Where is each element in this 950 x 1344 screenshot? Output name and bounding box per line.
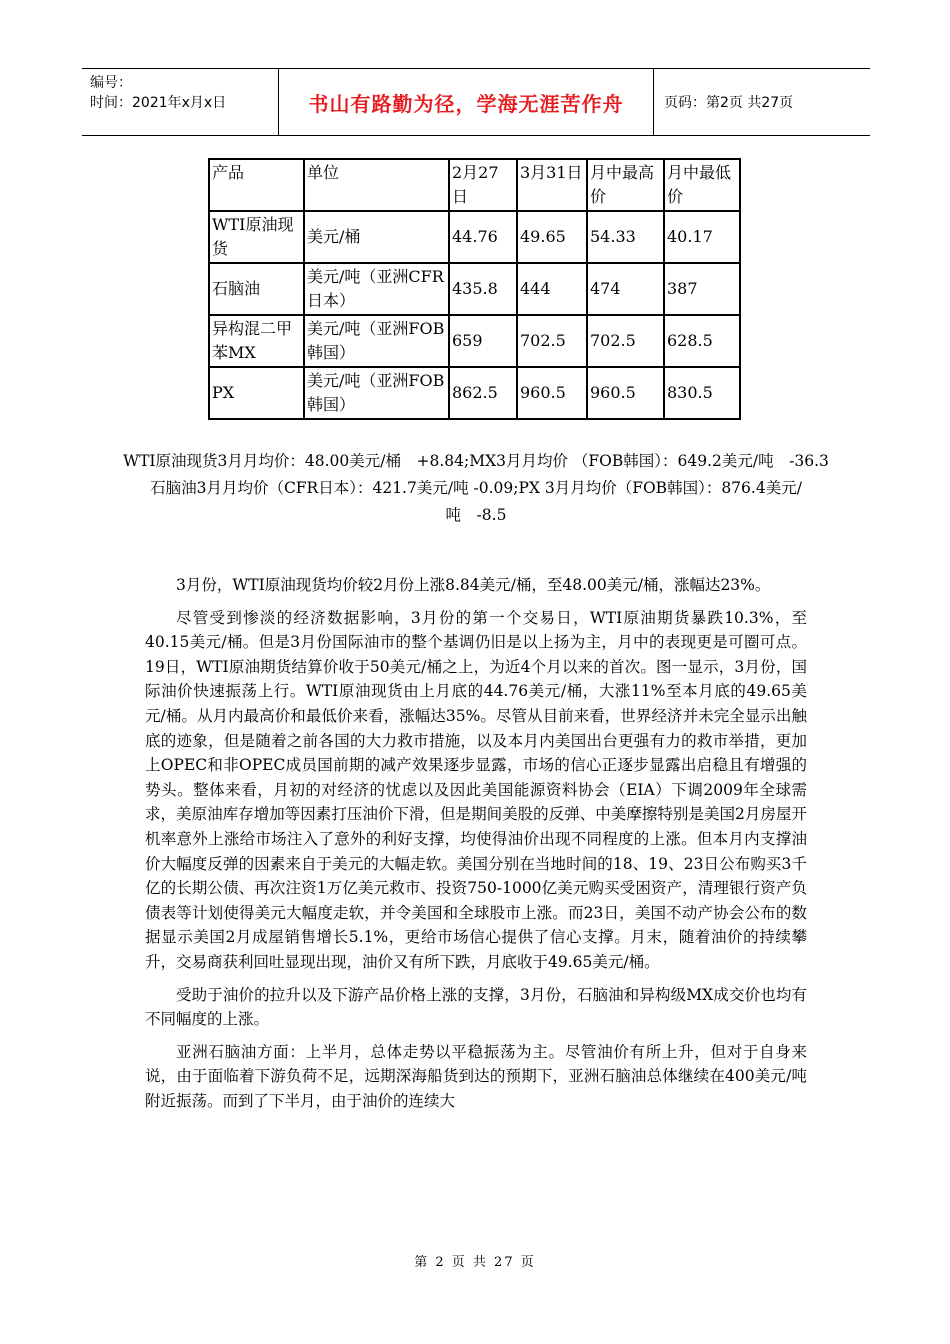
table-cell: 702.5 [587,315,664,367]
summary-line: 石脑油3月月均价（CFR日本）：421.7美元/吨 -0.09;PX 3月月均价（FOB韩国）：876.4美元/吨 -8.5 [150,479,802,524]
paragraph: 受助于油价的拉升以及下游产品价格上涨的支撑，3月份，石脑油和异构级MX成交价也均有不同幅度的上涨。 [145,985,807,1029]
table-row [209,263,740,315]
column-header: 2月27日 [449,159,517,211]
page-footer: 第 2 页 共 27 页 [414,1255,536,1270]
table-cell: 659 [449,315,517,367]
table-cell: 830.5 [664,367,740,419]
table-cell: 444 [517,263,587,315]
table-row [209,211,740,263]
table-cell: 美元/桶 [304,211,449,263]
table-cell: 54.33 [587,211,664,263]
page-info: 页码：第2页 共27页 [664,95,794,111]
table-cell: 435.8 [449,263,517,315]
table-cell: WTI原油现货 [209,211,304,263]
paragraph: 3月份，WTI原油现货均价较2月份上涨8.84美元/桶，至48.00美元/桶，涨幅达23%。 [176,576,771,594]
paragraph: 亚洲石脑油方面：上半月，总体走势以平稳振荡为主。尽管油价有所上升，但对于自身来说，由于面临着下游负荷不足，远期深海船货到达的预期下，亚洲石脑油总体继续在400美元/吨附近振荡。而到了下半月，由于油价的连续大 [145,1042,807,1110]
table-cell: 44.76 [449,211,517,263]
table-cell: 49.65 [517,211,587,263]
table-cell: 美元/吨（亚洲FOB韩国） [304,315,449,367]
table-cell: PX [209,367,304,419]
table-row [209,315,740,367]
table-cell: 474 [587,263,664,315]
motto-banner: 书山有路勤为径，学海无涯苦作舟 [278,69,654,135]
table-cell: 美元/吨（亚洲CFR日本） [304,263,449,315]
page-header [82,68,870,136]
header-meta [90,73,276,113]
table-cell: 40.17 [664,211,740,263]
table-cell: 628.5 [664,315,740,367]
price-table [208,158,741,420]
date-label: 时间：2021年x月x日 [90,95,227,111]
table-cell: 异构混二甲苯MX [209,315,304,367]
table-cell: 960.5 [517,367,587,419]
table-header-row [209,159,740,211]
column-header: 3月31日 [517,159,587,211]
column-header: 月中最高价 [587,159,664,211]
table-cell: 862.5 [449,367,517,419]
column-header: 单位 [304,159,449,211]
table-row [209,367,740,419]
table-cell: 387 [664,263,740,315]
table-cell: 石脑油 [209,263,304,315]
serial-number-label: 编号： [90,75,132,91]
table-cell: 960.5 [587,367,664,419]
monthly-average-summary [120,448,832,529]
article-body [145,573,807,1121]
table-cell: 美元/吨（亚洲FOB韩国） [304,367,449,419]
column-header: 月中最低价 [664,159,740,211]
column-header: 产品 [209,159,304,211]
table-cell: 702.5 [517,315,587,367]
summary-line: WTI原油现货3月月均价：48.00美元/桶 +8.84;MX3月月均价 （FOB韩国）：649.2美元/吨 -36.3 [123,452,829,470]
paragraph: 尽管受到惨淡的经济数据影响，3月份的第一个交易日，WTI原油期货暴跌10.3%，至40.15美元/桶。但是3月份国际油市的整个基调仍旧是以上扬为主，月中的表现更是可圈可点。19日，WTI原油期货结算价收于50美元/桶之上，为近4个月以来的首次。图一显示，3月份，国际油价快速振荡上行。WTI原油现货由上月底的44.76美元/桶，大涨11%至本月底的49.65美元/桶。从月内最高价和最低价来看，涨幅达35%。尽管从目前来看，世界经济并未完全显示出触底的迹象，但是随着之前各国的大力救市措施，以及本月内美国出台更强有力的救市举措，更加上OPEC和非OPEC成员国前期的减产效果逐步显露，市场的信心正逐步显露出启稳且有增强的势头。整体来看，月初的对经济的忧虑以及因此美国能源资料协会（EIA）下调2009年全球需求，美原油库存增加等因素打压油价下滑，但是期间美股的反弹、中美摩擦特别是美国2月房屋开机率意外上涨给市场注入了意外的利好支撑，均使得油价出现不同程度的上涨。但本月内支撑油价大幅度反弹的因素来自于美元的大幅走软。美国分别在当地时间的18、19、23日公布购买3千亿的长期公债、再次注资1万亿美元救市、投资750-1000亿美元购买受困资产，清理银行资产负债表等计划使得美元大幅度走软，并令美国和全球股市上涨。而23日，美国不动产协会公布的数据显示美国2月成屋销售增长5.1%，更给市场信心提供了信心支撑。月末，随着油价的持续攀升，交易商获利回吐显现出现，油价又有所下跌，月底收于49.65美元/桶。 [145,608,807,971]
